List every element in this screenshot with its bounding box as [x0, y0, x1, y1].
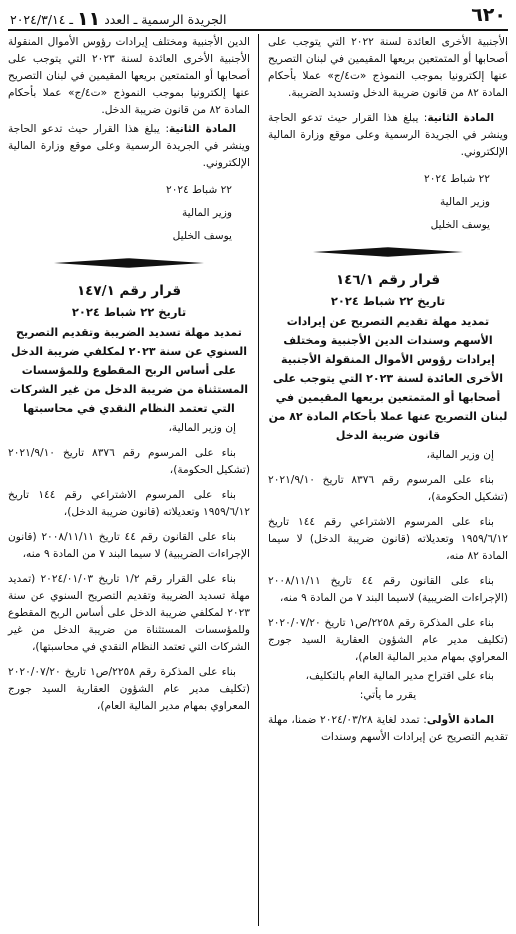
left-column [8, 34, 250, 717]
recital: بناء على اقتراح مدير المالية العام بالتكليف، [305, 670, 494, 682]
signature-date: ٢٢ شباط ٢٠٢٤ [166, 184, 232, 196]
article-two [8, 121, 250, 172]
decision-subject: تمديد مهلة تقديم التصريح عن إيرادات الأسهم وسندات الدين الأجنبية ومختلف إيرادات رؤوس الأموال المنقولة الأجنبية الأخرى العائدة لسنة ٢٠٢٣ التي يتوجب على أصحابها أو المتمتعين بريعها المقيمين في لبنان التصريح عنها عملا بأحكام المادة ٨٢ من قانون ضريبة الدخل [268, 315, 508, 442]
decision-date: تاريخ ٢٢ شباط ٢٠٢٤ [71, 305, 187, 319]
recital: بناء على المرسوم رقم ٨٣٧٦ تاريخ ٢٠٢١/٩/١٠ (تشكيل الحكومة)، [268, 474, 508, 503]
signature-date: ٢٢ شباط ٢٠٢٤ [424, 173, 490, 185]
right-column [268, 34, 508, 748]
signature-title: وزير المالية [181, 207, 232, 219]
gazette-name: الجريدة الرسمية ـ العدد [104, 12, 227, 27]
decision-subject: تمديد مهلة تسديد الضريبة وتقديم التصريح السنوي عن سنة ٢٠٢٣ لمكلفي ضريبة الدخل على أساس الربح المقطوع وللمؤسسات المستثناة من ضريبة الدخل من غير الشركات التي تعتمد النظام النقدي في محاسبتها [9, 326, 249, 415]
minister-line: إن وزير المالية، [426, 449, 494, 461]
recital: بناء على القانون رقم ٤٤ تاريخ ٢٠٠٨/١١/١١ (الإجراءات الضريبية) لاسيما البند ٧ من المادة ٩ منه، [268, 575, 508, 604]
issue-date: ـ ٢٠٢٤/٣/١٤ [10, 12, 74, 27]
recital: بناء على المذكرة رقم ٢٢٥٨/ص١ تاريخ ٢٠٢٠/٠٧/٢٠ (تكليف مدير عام الشؤون العقارية السيد جورج المعراوي بمهام مدير المالية العام)، [268, 617, 508, 663]
section-divider-ornament [54, 257, 204, 269]
article-two-label: المادة الثانية [427, 112, 494, 124]
header-rule [8, 29, 508, 31]
article-one-text: : تمدد لغاية ٢٠٢٤/٠٣/٢٨ ضمنا، مهلة تقديم التصريح عن إيرادات الأسهم وسندات [268, 714, 508, 743]
continued-paragraph: الأجنبية الأخرى العائدة لسنة ٢٠٢٢ التي يتوجب على أصحابها أو المتمتعين بريعها المقيمين في لبنان التصريح عنها إلكترونيا بموجب النموذج «ت٤/ج» عملا بأحكام المادة ٨٢ من قانون ضريبة الدخل وتسديد الضريبة. [268, 36, 508, 99]
decision-date: تاريخ ٢٢ شباط ٢٠٢٤ [330, 294, 446, 308]
recital: بناء على المذكرة رقم ٢٢٥٨/ص١ تاريخ ٢٠٢٠/٠٧/٢٠ (تكليف مدير عام الشؤون العقارية السيد جورج المعراوي بمهام مدير المالية العام)، [8, 666, 250, 712]
page-number: ٦٢٠ [471, 4, 506, 26]
recital: بناء على القانون رقم ٤٤ تاريخ ٢٠٠٨/١١/١١ (قانون الإجراءات الضريبية) لا سيما البند ٧ من المادة ٩ منه، [8, 531, 250, 560]
page-header [8, 4, 508, 28]
decision-title: قرار رقم ١٤٦/١ [335, 272, 441, 288]
issue-info [10, 7, 226, 29]
article-two-label: المادة الثانية [169, 123, 236, 135]
article-two-text: : يبلغ هذا القرار حيث تدعو الحاجة وينشر في الجريدة الرسمية وعلى موقع وزارة المالية الإلكتروني. [8, 123, 250, 169]
recital: بناء على المرسوم الاشتراعي رقم ١٤٤ تاريخ ١٩٥٩/٦/١٢ وتعديلاته (قانون ضريبة الدخل)، [8, 489, 250, 518]
issue-number: ١١ [77, 8, 101, 30]
continued-paragraph: الدين الأجنبية ومختلف إيرادات رؤوس الأموال المنقولة الأجنبية الأخرى العائدة لسنة ٢٠٢٣ التي يتوجب على أصحابها أو المتمتعين بريعها المقيمين في لبنان التصريح عنها إلكترونيا بموجب النموذج «ت٤/ج» عملا بأحكام المادة ٨٢ من قانون ضريبة الدخل. [8, 36, 251, 116]
recital: بناء على المرسوم رقم ٨٣٧٦ تاريخ ٢٠٢١/٩/١٠ (تشكيل الحكومة)، [8, 447, 250, 476]
signature-name: يوسف الخليل [172, 230, 232, 242]
decides-line: يقرر ما يأتي: [359, 689, 417, 701]
column-divider [258, 34, 259, 926]
recital: بناء على القرار رقم ١/٢ تاريخ ٢٠٢٤/٠١/٠٣ (تمديد مهلة تسديد الضريبة وتقديم التصريح السنوي عن سنة ٢٠٢٣ لمكلفي ضريبة الدخل على أساس الربح المقطوع وللمؤسسات المستثناة من ضريبة الدخل من غير الشركات التي تعتمد النظام النقدي في محاسبتها)، [8, 573, 250, 653]
recital: بناء على المرسوم الاشتراعي رقم ١٤٤ تاريخ ١٩٥٩/٦/١٢ وتعديلاته (قانون ضريبة الدخل) لا سيما المادة ٨٢ منه، [268, 516, 508, 562]
article-one [268, 712, 508, 746]
article-one-label: المادة الأولى [426, 714, 494, 726]
decision-title: قرار رقم ١٤٧/١ [76, 283, 182, 299]
article-two [268, 110, 508, 161]
minister-line: إن وزير المالية، [168, 422, 236, 434]
section-divider-ornament [313, 246, 463, 258]
signature-name: يوسف الخليل [430, 219, 490, 231]
article-two-text: : يبلغ هذا القرار حيث تدعو الحاجة وينشر في الجريدة الرسمية وعلى موقع وزارة المالية الإلكتروني. [268, 112, 508, 158]
signature-title: وزير المالية [439, 196, 490, 208]
